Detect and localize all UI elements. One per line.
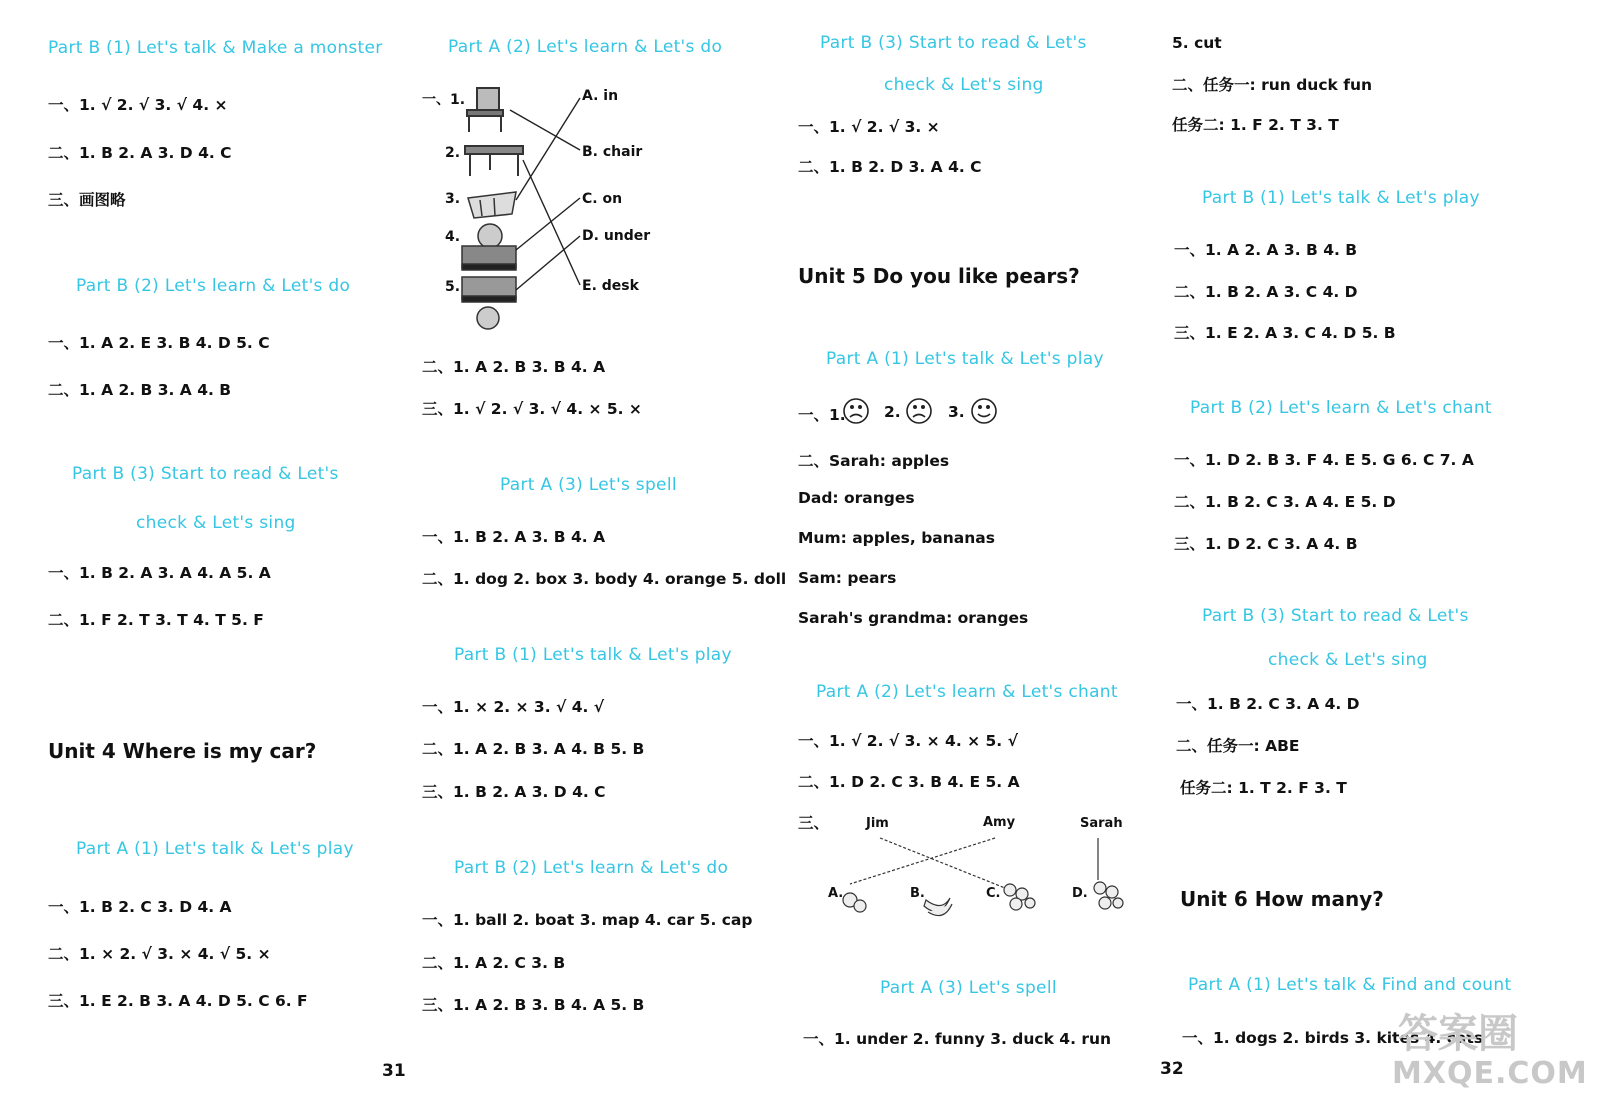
answer-line: 二、1. B 2. A 3. C 4. D bbox=[1174, 283, 1358, 301]
section-heading: Part A (1) Let's talk & Let's play bbox=[826, 349, 1104, 369]
watermark-logo: 答案圈 bbox=[1398, 1011, 1518, 1057]
section-heading: Part B (2) Let's learn & Let's do bbox=[76, 276, 351, 296]
section-heading: Part B (3) Start to read & Let's bbox=[1202, 606, 1469, 626]
answer-line: 一、1. ball 2. boat 3. map 4. car 5. cap bbox=[422, 911, 753, 929]
section-heading: Part B (2) Let's learn & Let's chant bbox=[1190, 398, 1492, 418]
answer-line: 二、Sarah: apples bbox=[798, 452, 950, 470]
match-prefix: 一、1. bbox=[422, 92, 466, 108]
answer-line: 三、1. E 2. A 3. C 4. D 5. B bbox=[1174, 324, 1396, 342]
answer-line: 二、任务一: ABE bbox=[1176, 737, 1300, 755]
answer-line: 三、1. B 2. A 3. D 4. C bbox=[422, 783, 606, 801]
page-number: 31 bbox=[382, 1061, 406, 1081]
fruit-letter: A. bbox=[828, 886, 844, 901]
answer-line: 二、1. F 2. T 3. T 4. T 5. F bbox=[48, 611, 264, 629]
section-heading: Part A (1) Let's talk & Let's play bbox=[76, 839, 354, 859]
match-option: E. desk bbox=[582, 278, 639, 294]
answer-line: 一、1. A 2. E 3. B 4. D 5. C bbox=[48, 334, 270, 352]
answer-line: Sarah's grandma: oranges bbox=[798, 609, 1029, 627]
fruit-letter: C. bbox=[986, 886, 1001, 901]
answer-line: 一、1. B 2. A 3. A 4. A 5. A bbox=[48, 564, 271, 582]
answer-line: 一、1. B 2. C 3. A 4. D bbox=[1176, 695, 1360, 713]
section-heading: Part B (1) Let's talk & Let's play bbox=[454, 645, 732, 665]
section-heading-cont: check & Let's sing bbox=[1268, 650, 1428, 670]
person-label: Amy bbox=[983, 815, 1016, 830]
apples-icon bbox=[843, 893, 866, 912]
match-option: B. chair bbox=[582, 144, 643, 160]
answer-line: 一、1. dogs 2. birds 3. kites 4. cats bbox=[1182, 1029, 1483, 1047]
answer-line: 二、1. dog 2. box 3. body 4. orange 5. doll bbox=[422, 570, 787, 588]
answer-line: 一、1. √ 2. √ 3. √ 4. × bbox=[48, 96, 228, 114]
match-option: A. in bbox=[582, 88, 619, 104]
answer-line: 二、1. A 2. B 3. A 4. B bbox=[48, 381, 232, 399]
answer-line: 二、任务一: run duck fun bbox=[1172, 76, 1373, 94]
bananas-icon bbox=[924, 898, 952, 916]
person-label: Sarah bbox=[1080, 816, 1123, 831]
answer-line: 二、1. B 2. C 3. A 4. E 5. D bbox=[1174, 493, 1396, 511]
match-lines bbox=[850, 838, 1098, 888]
answer-line: 三、1. A 2. B 3. B 4. A 5. B bbox=[422, 996, 645, 1014]
page-number: 32 bbox=[1160, 1059, 1184, 1079]
match-number: 4. bbox=[445, 229, 461, 245]
match-option: C. on bbox=[582, 191, 623, 207]
section-heading: Part A (2) Let's learn & Let's do bbox=[448, 37, 723, 57]
answer-line: 一、1. √ 2. √ 3. × 4. × 5. √ bbox=[798, 732, 1018, 750]
match-number: 2. bbox=[445, 145, 461, 161]
answer-line: 三、 bbox=[798, 814, 830, 832]
unit-title: Unit 4 Where is my car? bbox=[48, 739, 317, 763]
answer-line: 一、1. B 2. C 3. D 4. A bbox=[48, 898, 232, 916]
answer-line: 一、1. D 2. B 3. F 4. E 5. G 6. C 7. A bbox=[1174, 451, 1474, 469]
fruit-letter: D. bbox=[1072, 886, 1088, 901]
section-heading: Part B (1) Let's talk & Make a monster bbox=[48, 38, 383, 58]
answer-line: 一、1. B 2. A 3. B 4. A bbox=[422, 528, 606, 546]
oranges-icon bbox=[1004, 884, 1035, 910]
section-heading-cont: check & Let's sing bbox=[136, 513, 296, 533]
section-heading: Part A (3) Let's spell bbox=[880, 978, 1057, 998]
answer-line: 二、1. × 2. √ 3. × 4. √ 5. × bbox=[48, 945, 271, 963]
answer-line: 二、1. A 2. B 3. A 4. B 5. B bbox=[422, 740, 645, 758]
answer-line: 5. cut bbox=[1172, 34, 1222, 52]
answer-line: 任务二: 1. F 2. T 3. T bbox=[1172, 116, 1339, 134]
answer-line: 二、1. B 2. D 3. A 4. C bbox=[798, 158, 982, 176]
unit-title: Unit 6 How many? bbox=[1180, 887, 1384, 911]
section-heading: Part A (1) Let's talk & Find and count bbox=[1188, 975, 1512, 995]
person-label: Jim bbox=[866, 816, 889, 831]
answer-line: Mum: apples, bananas bbox=[798, 529, 995, 547]
match-option: D. under bbox=[582, 228, 651, 244]
answer-line: 任务二: 1. T 2. F 3. T bbox=[1180, 779, 1347, 797]
answer-line: 二、1. B 2. A 3. D 4. C bbox=[48, 144, 232, 162]
answer-line: 三、1. D 2. C 3. A 4. B bbox=[1174, 535, 1358, 553]
watermark-url: MXQE.COM bbox=[1392, 1056, 1588, 1091]
section-heading: Part B (3) Start to read & Let's bbox=[72, 464, 339, 484]
section-heading: Part B (3) Start to read & Let's bbox=[820, 33, 1087, 53]
face-number: 2. bbox=[884, 403, 901, 421]
answer-line: 三、1. E 2. B 3. A 4. D 5. C 6. F bbox=[48, 992, 308, 1010]
face-number: 3. bbox=[948, 403, 965, 421]
face-prefix: 一、1. bbox=[798, 406, 846, 424]
answer-line: 二、1. A 2. C 3. B bbox=[422, 954, 566, 972]
section-heading: Part A (3) Let's spell bbox=[500, 475, 677, 495]
answer-line: 三、1. √ 2. √ 3. √ 4. × 5. × bbox=[422, 400, 642, 418]
answer-line: 一、1. under 2. funny 3. duck 4. run bbox=[803, 1030, 1112, 1048]
match-number: 3. bbox=[445, 191, 461, 207]
answer-line: 一、1. √ 2. √ 3. × bbox=[798, 118, 940, 136]
answer-line: Dad: oranges bbox=[798, 489, 915, 507]
section-heading: Part B (2) Let's learn & Let's do bbox=[454, 858, 729, 878]
answer-line: 三、画图略 bbox=[48, 191, 126, 209]
pears-icon bbox=[1094, 882, 1123, 909]
match-number: 5. bbox=[445, 279, 461, 295]
answer-line: 二、1. D 2. C 3. B 4. E 5. A bbox=[798, 773, 1020, 791]
answer-line: Sam: pears bbox=[798, 569, 897, 587]
section-heading: Part B (1) Let's talk & Let's play bbox=[1202, 188, 1480, 208]
answer-line: 二、1. A 2. B 3. B 4. A bbox=[422, 358, 606, 376]
section-heading-cont: check & Let's sing bbox=[884, 75, 1044, 95]
fruit-letter: B. bbox=[910, 886, 925, 901]
answer-line: 一、1. × 2. × 3. √ 4. √ bbox=[422, 698, 605, 716]
answer-line: 一、1. A 2. A 3. B 4. B bbox=[1174, 241, 1358, 259]
unit-title: Unit 5 Do you like pears? bbox=[798, 264, 1080, 288]
section-heading: Part A (2) Let's learn & Let's chant bbox=[816, 682, 1118, 702]
